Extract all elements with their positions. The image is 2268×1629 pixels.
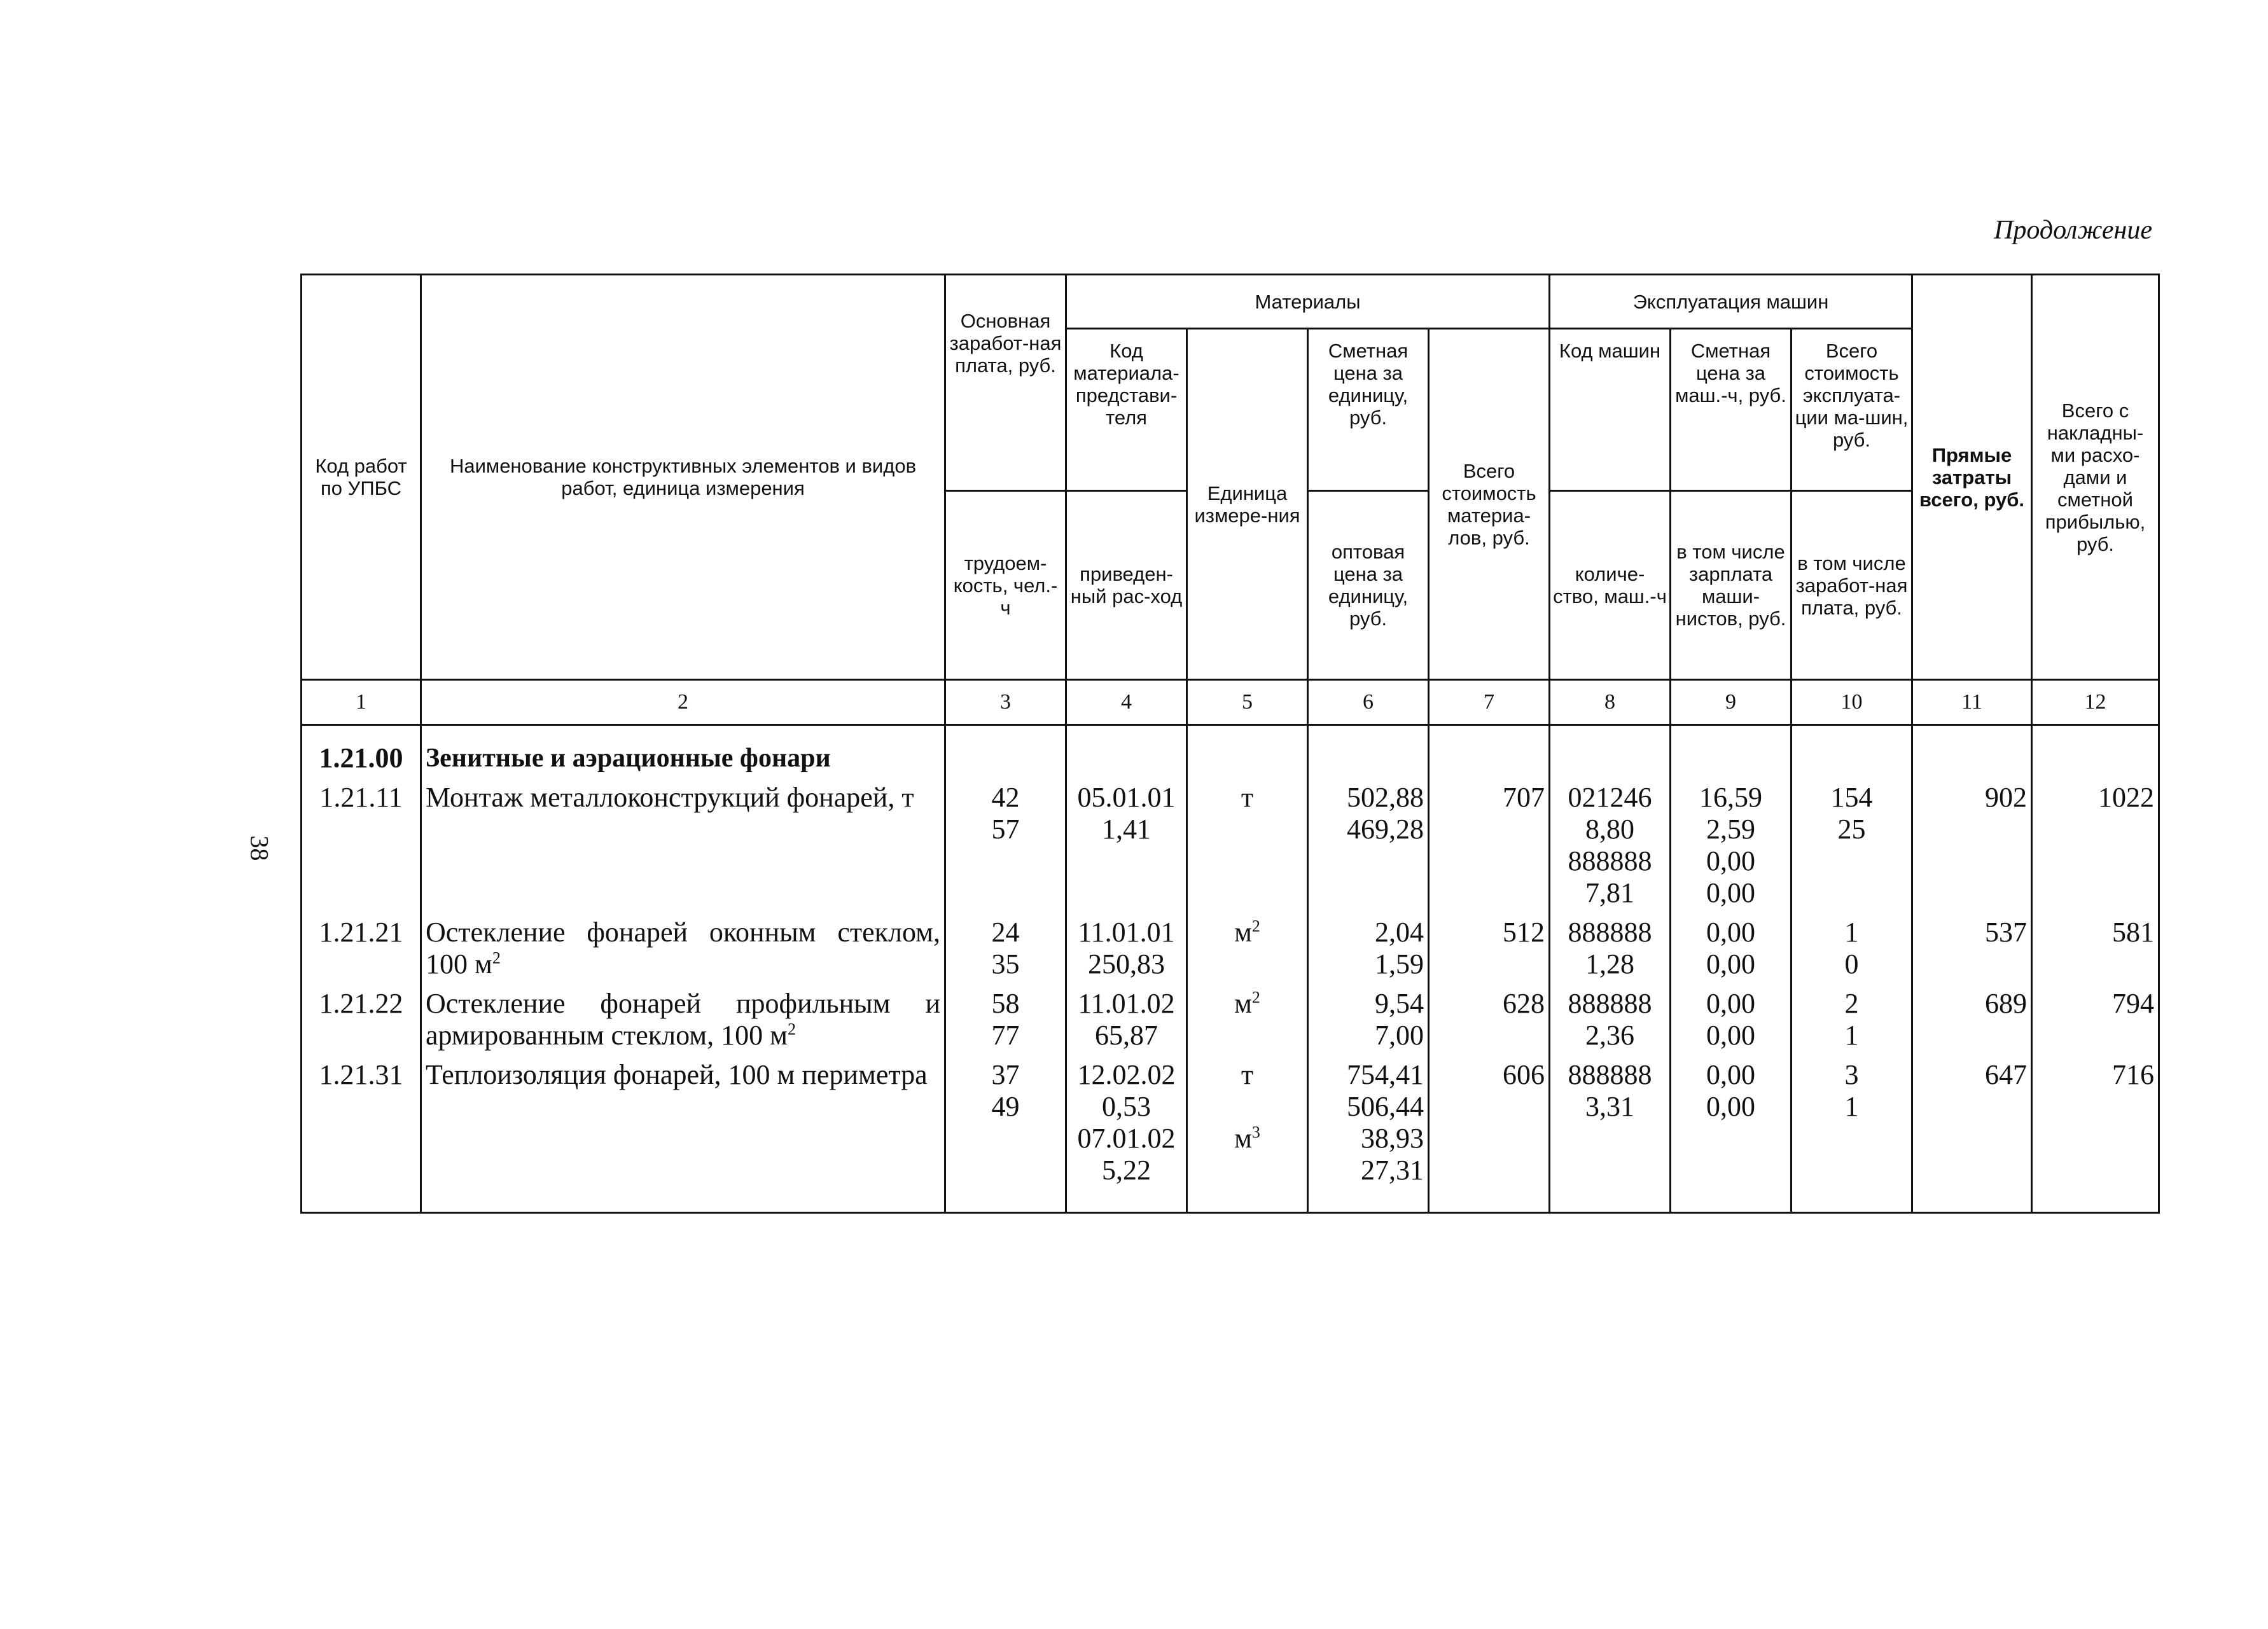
- material-consumption: 0,53: [1102, 1091, 1151, 1122]
- base-wage: 24: [991, 917, 1020, 948]
- header-col9-top: Сметная цена за маш.-ч, руб.: [1671, 329, 1791, 491]
- material-consumption: 1,41: [1102, 814, 1151, 845]
- unit-spacer: [1192, 1091, 1303, 1123]
- header-col10-bottom: в том числе заработ-ная плата, руб.: [1791, 491, 1912, 680]
- machines-total: 3: [1844, 1059, 1859, 1090]
- base-wage: 58: [991, 988, 1020, 1019]
- labor-hours: 57: [991, 814, 1020, 845]
- work-code: 1.21.21: [302, 912, 421, 983]
- machine-hours: 2,36: [1585, 1020, 1634, 1051]
- work-name: Теплоизоляция фонарей, 100 м периметра: [421, 1054, 945, 1213]
- work-name: Остекление фонарей оконным стеклом, 100 $м^2$: [421, 912, 945, 983]
- wholesale-price: 1,59: [1375, 948, 1424, 980]
- header-col5: Единица измере-ния: [1187, 329, 1308, 680]
- continuation-note: Продолжение: [1994, 216, 2152, 245]
- total-with-overhead: 716: [2032, 1054, 2159, 1213]
- machine-hours: 3,31: [1585, 1091, 1634, 1122]
- header-col1: Код работ по УПБС: [302, 275, 421, 680]
- work-name: Остекление фонарей профильным и армированным стеклом, 100 $м^2$: [421, 983, 945, 1054]
- table-row: [302, 777, 2159, 912]
- total-with-overhead: 1022: [2032, 777, 2159, 912]
- table-row: [302, 983, 2159, 1054]
- material-consumption: 250,83: [1088, 948, 1165, 980]
- estimate-table: [300, 274, 2160, 1214]
- column-number: 10: [1791, 680, 1912, 725]
- wholesale-price: 7,00: [1375, 1020, 1424, 1051]
- machine-hour-price: 0,00: [1706, 845, 1755, 877]
- material-code: 07.01.02: [1077, 1123, 1176, 1154]
- estimate-price: 754,41: [1347, 1059, 1424, 1090]
- direct-costs: 537: [1912, 912, 2032, 983]
- estimate-price: 9,54: [1375, 988, 1424, 1019]
- work-code: 1.21.11: [302, 777, 421, 912]
- machine-code: 021246: [1568, 782, 1652, 813]
- machine-code: 888888: [1568, 917, 1652, 948]
- column-number: 12: [2032, 680, 2159, 725]
- materials-total: 628: [1429, 983, 1550, 1054]
- header-col8-bottom: количе-ство, маш.-ч: [1550, 491, 1671, 680]
- labor-hours: 77: [991, 1020, 1020, 1051]
- machine-hour-price: 16,59: [1699, 782, 1762, 813]
- column-number: 7: [1429, 680, 1550, 725]
- work-code: 1.21.31: [302, 1054, 421, 1213]
- header-col12: Всего с накладны-ми расхо-дами и сметной прибылью, руб.: [2032, 275, 2159, 680]
- column-numbers-row: [302, 680, 2159, 725]
- header-col10-top: Всего стоимость эксплуата-ции ма-шин, руб.: [1791, 329, 1912, 491]
- column-number: 8: [1550, 680, 1671, 725]
- estimate-price: 38,93: [1361, 1123, 1424, 1154]
- section-code: 1.21.00: [302, 725, 421, 777]
- column-number: 1: [302, 680, 421, 725]
- direct-costs: 689: [1912, 983, 2032, 1054]
- header-col8-top: Код машин: [1550, 329, 1671, 491]
- material-code: 12.02.02: [1077, 1059, 1176, 1090]
- machines-wage: 1: [1844, 1020, 1859, 1051]
- base-wage: 37: [991, 1059, 1020, 1090]
- column-number: 3: [945, 680, 1066, 725]
- estimate-price: 502,88: [1347, 782, 1424, 813]
- header-col7: Всего стоимость материа-лов, руб.: [1429, 329, 1550, 680]
- direct-costs: 647: [1912, 1054, 2032, 1213]
- estimate-price: 2,04: [1375, 917, 1424, 948]
- labor-hours: 35: [991, 948, 1020, 980]
- machine-code: 888888: [1568, 845, 1652, 877]
- header-col6-top: Сметная цена за единицу, руб.: [1308, 329, 1429, 491]
- wholesale-price: 27,31: [1361, 1154, 1424, 1186]
- total-with-overhead: 794: [2032, 983, 2159, 1054]
- machine-hours: 8,80: [1585, 814, 1634, 845]
- operator-wage: 0,00: [1706, 948, 1755, 980]
- header-col2: Наименование конструктивных элементов и видов работ, единица измерения: [421, 275, 945, 680]
- material-code: 05.01.01: [1077, 782, 1176, 813]
- wholesale-price: 506,44: [1347, 1091, 1424, 1122]
- header-col4-bottom: приведен-ный рас-ход: [1066, 491, 1187, 680]
- operator-wage: 0,00: [1706, 1020, 1755, 1051]
- operator-wage: 0,00: [1706, 877, 1755, 908]
- unit: $м^2$: [1234, 988, 1260, 1019]
- header-col3-bottom: трудоем-кость, чел.-ч: [945, 491, 1066, 680]
- unit: $м^2$: [1234, 917, 1260, 948]
- base-wage: 42: [991, 782, 1020, 813]
- column-number: 9: [1671, 680, 1791, 725]
- page-number: 38: [245, 835, 274, 861]
- column-number: 2: [421, 680, 945, 725]
- machine-hour-price: 0,00: [1706, 988, 1755, 1019]
- machines-total: 154: [1830, 782, 1873, 813]
- header-materials-group: Материалы: [1066, 275, 1550, 329]
- material-consumption: 65,87: [1095, 1020, 1158, 1051]
- unit: $м^3$: [1234, 1123, 1260, 1154]
- machine-hours: 1,28: [1585, 948, 1634, 980]
- header-col4-top: Код материала-представи-теля: [1066, 329, 1187, 491]
- header-col6-bottom: оптовая цена за единицу, руб.: [1308, 491, 1429, 680]
- table-row: [302, 912, 2159, 983]
- header-col3-top: Основная заработ-ная плата, руб.: [945, 275, 1066, 491]
- machine-hour-price: 0,00: [1706, 917, 1755, 948]
- machines-total: 1: [1844, 917, 1859, 948]
- operator-wage: 0,00: [1706, 1091, 1755, 1122]
- machine-hours: 7,81: [1585, 877, 1634, 908]
- header-col11: Прямые затраты всего, руб.: [1912, 275, 2032, 680]
- direct-costs: 902: [1912, 777, 2032, 912]
- header-row-1: [302, 275, 2159, 329]
- machine-code: 888888: [1568, 988, 1652, 1019]
- column-number: 4: [1066, 680, 1187, 725]
- total-with-overhead: 581: [2032, 912, 2159, 983]
- material-code: 11.01.01: [1078, 917, 1175, 948]
- materials-total: 606: [1429, 1054, 1550, 1213]
- machines-wage: 0: [1844, 948, 1859, 980]
- unit: т: [1241, 782, 1254, 813]
- header-machines-group: Эксплуатация машин: [1550, 275, 1912, 329]
- machines-wage: 25: [1837, 814, 1866, 845]
- labor-hours: 49: [991, 1091, 1020, 1122]
- column-number: 6: [1308, 680, 1429, 725]
- column-number: 11: [1912, 680, 2032, 725]
- machines-wage: 1: [1844, 1091, 1859, 1122]
- materials-total: 707: [1429, 777, 1550, 912]
- wholesale-price: 469,28: [1347, 814, 1424, 845]
- table-row: [302, 1054, 2159, 1213]
- materials-total: 512: [1429, 912, 1550, 983]
- work-name: Монтаж металлоконструкций фонарей, т: [421, 777, 945, 912]
- machine-code: 888888: [1568, 1059, 1652, 1090]
- header-col9-bottom: в том числе зарплата маши-нистов, руб.: [1671, 491, 1791, 680]
- material-code: 11.01.02: [1078, 988, 1175, 1019]
- column-number: 5: [1187, 680, 1308, 725]
- unit: т: [1241, 1059, 1254, 1090]
- operator-wage: 2,59: [1706, 814, 1755, 845]
- section-title: Зенитные и аэрационные фонари: [421, 725, 945, 777]
- machine-hour-price: 0,00: [1706, 1059, 1755, 1090]
- machines-total: 2: [1844, 988, 1859, 1019]
- material-consumption: 5,22: [1102, 1154, 1151, 1186]
- section-row: [302, 725, 2159, 777]
- work-code: 1.21.22: [302, 983, 421, 1054]
